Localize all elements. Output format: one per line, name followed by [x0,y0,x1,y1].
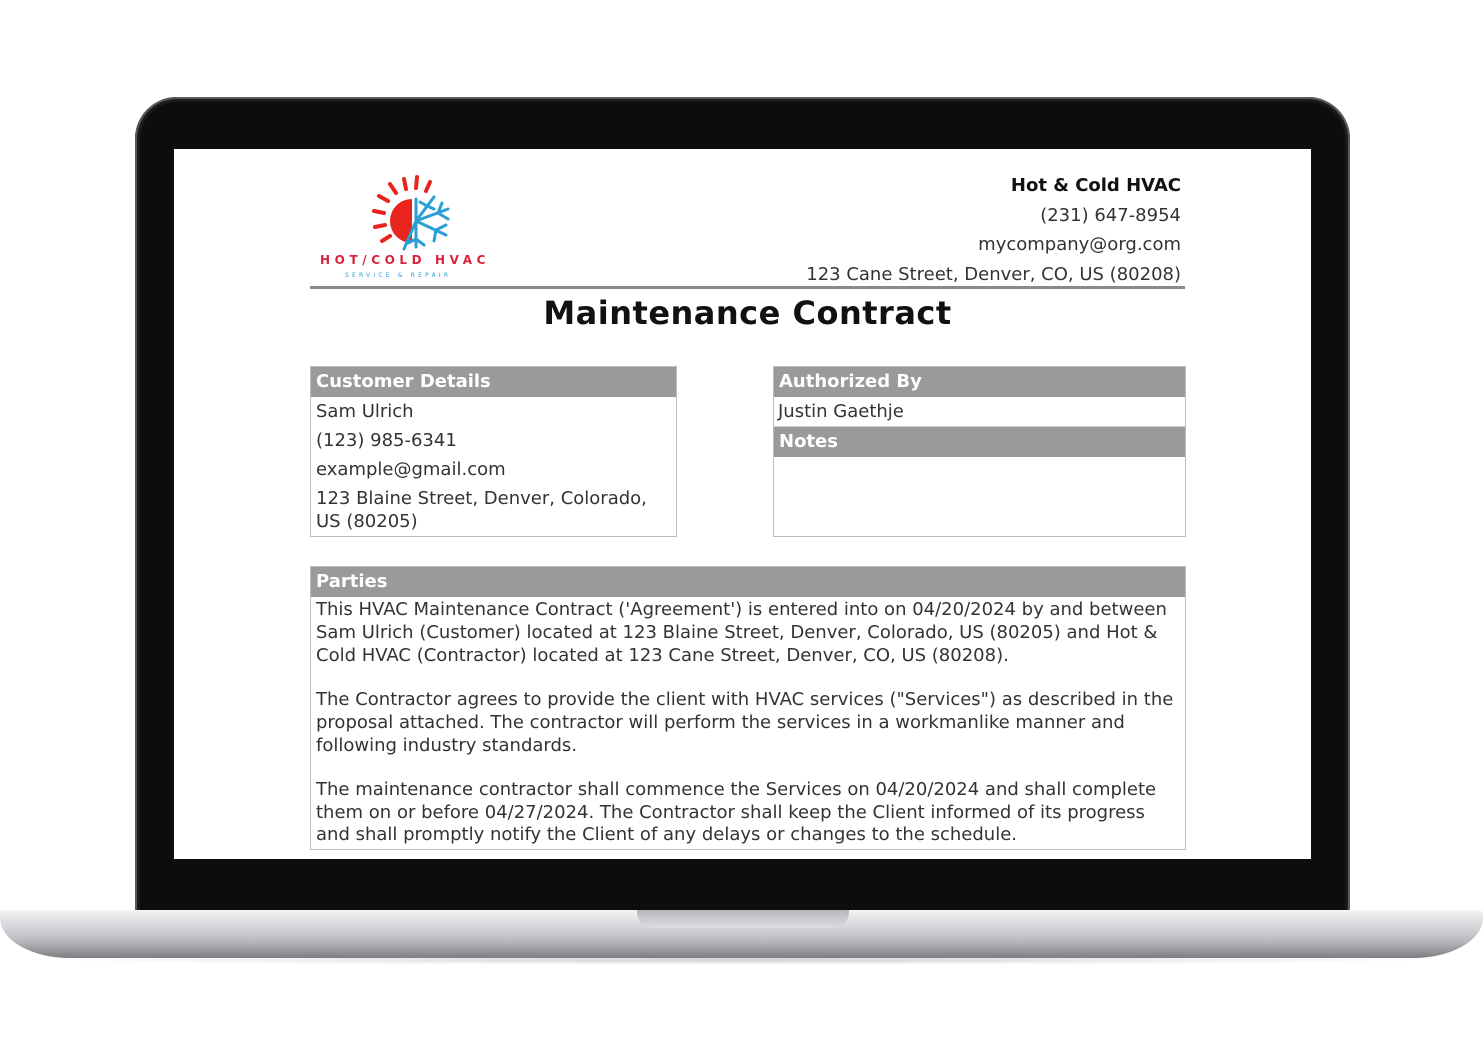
company-phone: (231) 647-8954 [1040,204,1181,226]
company-address: 123 Cane Street, Denver, CO, US (80208) [806,263,1181,285]
authorized-by-name: Justin Gaethje [774,397,1185,427]
notes-body [774,457,1185,463]
logo-text: HOT/COLD HVAC [320,253,491,267]
company-name: Hot & Cold HVAC [1010,175,1181,196]
contract-document [310,149,1185,859]
company-info [806,171,1181,289]
customer-address: 123 Blaine Street, Denver, Colorado, US (80205) [316,488,647,532]
notes-heading: Notes [774,427,1185,457]
authorized-by-heading: Authorized By [774,367,1185,397]
parties-section [310,566,1186,850]
customer-details-heading: Customer Details [311,367,676,397]
customer-email: example@gmail.com [316,459,506,480]
parties-heading: Parties [311,567,1185,597]
parties-paragraph: The Contractor agrees to provide the client with HVAC services ("Services") as described in the proposal attached. The contractor will perform the services in a workmanlike manner and following industry standards. [316,689,1174,756]
customer-phone: (123) 985-6341 [316,430,457,451]
customer-details-section [310,366,677,537]
header-divider [310,286,1185,289]
parties-paragraph: The maintenance contractor shall commence the Services on 04/20/2024 and shall complete them on or before 04/27/2024. The Contractor shall keep the Client informed of its progress and shall promptly notify the Client of any delays or changes to the schedule. [316,778,1157,846]
laptop-screen [174,149,1311,859]
logo-subtext: SERVICE & REPAIR [345,272,452,279]
document-title: Maintenance Contract [543,294,952,332]
authorized-section [773,366,1186,537]
parties-paragraph: This HVAC Maintenance Contract ('Agreement') is entered into on 04/20/2024 by and between Sam Ulrich (Customer) located at 123 Blaine Street, Denver, Colorado, US (80205) and Hot & Cold HVAC (Contractor) located at 123 Cane Street, Denver, CO, US (80208). [316,599,1167,666]
customer-name: Sam Ulrich [316,401,414,422]
company-email: mycompany@org.com [978,234,1181,256]
laptop-notch [637,910,849,928]
